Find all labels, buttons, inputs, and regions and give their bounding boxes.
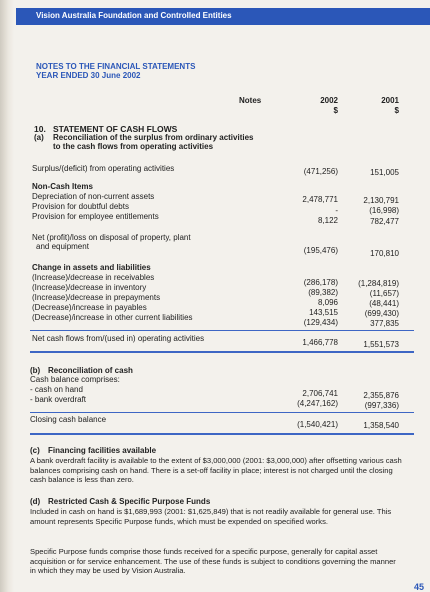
section-10-number: 10. — [34, 124, 46, 134]
page-number: 45 — [413, 582, 424, 592]
header-org-name: Vision Australia Foundation and Controlled Entities — [36, 11, 232, 20]
col-2001-header: 2001 — [381, 96, 399, 105]
net-cash-2001: 1,551,573 — [363, 340, 399, 349]
noncash-row-2001: (16,998) — [369, 206, 399, 215]
changes-row-2001: 377,835 — [370, 319, 399, 328]
changes-row-2002: 8,096 — [317, 298, 338, 307]
changes-row-2001: (48,441) — [369, 299, 399, 308]
page-binding-shadow — [0, 0, 14, 592]
section-10-heading: STATEMENT OF CASH FLOWS — [53, 124, 178, 134]
surplus-label: Surplus/(deficit) from operating activities — [32, 164, 175, 173]
changes-row-2001: (1,284,819) — [358, 279, 399, 288]
noncash-row-2002: 2,478,771 — [302, 195, 338, 204]
noncash-heading: Non-Cash Items — [32, 182, 93, 191]
section-d-heading: Restricted Cash & Specific Purpose Funds — [48, 497, 211, 506]
closing-2002: (1,540,421) — [297, 420, 338, 429]
net-cash-top-rule — [30, 330, 414, 331]
section-c-label: (c) — [30, 446, 40, 455]
notes-year: YEAR ENDED 30 June 2002 — [36, 71, 141, 80]
disposal-label-line2: and equipment — [36, 242, 89, 251]
col-notes-header: Notes — [239, 96, 262, 105]
notes-title: NOTES TO THE FINANCIAL STATEMENTS — [36, 62, 196, 71]
changes-heading: Change in assets and liabilities — [32, 263, 151, 272]
section-a-heading-line2: to the cash flows from operating activities — [53, 142, 214, 151]
section-d-text-2: Specific Purpose funds comprise those funds received for a specific purpose, generally for capital asset acquisition or for service enhancement. The use of these funds is subject to conditions governing the manner in which they may be used by Vision Australia. — [30, 547, 396, 575]
closing-label: Closing cash balance — [30, 415, 107, 424]
changes-row-label: (Decrease)/increase in other current liabilities — [32, 313, 193, 322]
changes-row-label: (Increase)/decrease in prepayments — [32, 293, 161, 302]
noncash-row-label: Provision for employee entitlements — [32, 212, 159, 221]
cash-row-2002: (4,247,162) — [297, 399, 338, 408]
surplus-2001: 151,005 — [370, 168, 399, 177]
noncash-row-2001: 782,477 — [370, 217, 399, 226]
col-2001-currency: $ — [394, 106, 399, 115]
closing-2001: 1,358,540 — [363, 421, 399, 430]
net-cash-2002: 1,466,778 — [302, 338, 338, 347]
net-cash-bottom-rule — [30, 351, 414, 353]
changes-row-2002: (89,382) — [308, 288, 338, 297]
changes-row-2002: 143,515 — [309, 308, 338, 317]
section-c-heading: Financing facilities available — [48, 446, 157, 455]
cash-row-2001: (997,336) — [364, 401, 399, 410]
cash-row-2001: 2,355,876 — [363, 391, 399, 400]
changes-row-label: (Increase)/decrease in receivables — [32, 273, 155, 282]
changes-row-2002: (129,434) — [303, 318, 338, 327]
cash-row-label: - bank overdraft — [30, 395, 87, 404]
net-cash-label: Net cash flows from/(used in) operating activities — [32, 334, 205, 343]
section-b-heading: Reconciliation of cash — [48, 366, 133, 375]
disposal-label-line1: Net (profit)/loss on disposal of property, plant — [32, 233, 191, 242]
noncash-row-label: Depreciation of non-current assets — [32, 192, 155, 201]
section-a-label: (a) — [34, 133, 44, 142]
section-b-label: (b) — [30, 366, 41, 375]
changes-row-label: (Increase)/decrease in inventory — [32, 283, 147, 292]
section-c-text: A bank overdraft facility is available to the extent of $3,000,000 (2001: $3,000,000) after offsetting various cash balances comprising cash on hand. There is a set-off facility in place; interest is not charged until the closing cash balance is less than zero. — [30, 456, 402, 484]
header-bar — [16, 8, 430, 25]
changes-row-label: (Decrease)/increase in payables — [32, 303, 147, 312]
noncash-row-2002: 8,122 — [317, 216, 338, 225]
closing-bottom-rule — [30, 433, 414, 435]
changes-row-2002: (286,178) — [303, 278, 338, 287]
section-a-heading-line1: Reconciliation of the surplus from ordinary activities — [53, 133, 254, 142]
changes-row-2001: (699,430) — [364, 309, 399, 318]
section-d-label: (d) — [30, 497, 41, 506]
cash-row-2002: 2,706,741 — [302, 389, 338, 398]
section-d-text-1: Included in cash on hand is $1,689,993 (2001: $1,625,849) that is not readily available for general use. This amount represents Specific Purpose funds, which must be expended on specified works. — [30, 507, 392, 526]
noncash-row-2002: - — [335, 206, 338, 215]
closing-top-rule — [30, 412, 414, 413]
noncash-row-label: Provision for doubtful debts — [32, 202, 129, 211]
col-2002-header: 2002 — [320, 96, 338, 105]
changes-row-2001: (11,657) — [369, 289, 399, 298]
col-2002-currency: $ — [333, 106, 338, 115]
disposal-2001: 170,810 — [370, 249, 399, 258]
noncash-row-2001: 2,130,791 — [363, 196, 399, 205]
section-b-intro: Cash balance comprises: — [30, 375, 120, 384]
disposal-2002: (195,476) — [303, 246, 338, 255]
cash-row-label: - cash on hand — [30, 385, 83, 394]
surplus-2002: (471,256) — [303, 167, 338, 176]
